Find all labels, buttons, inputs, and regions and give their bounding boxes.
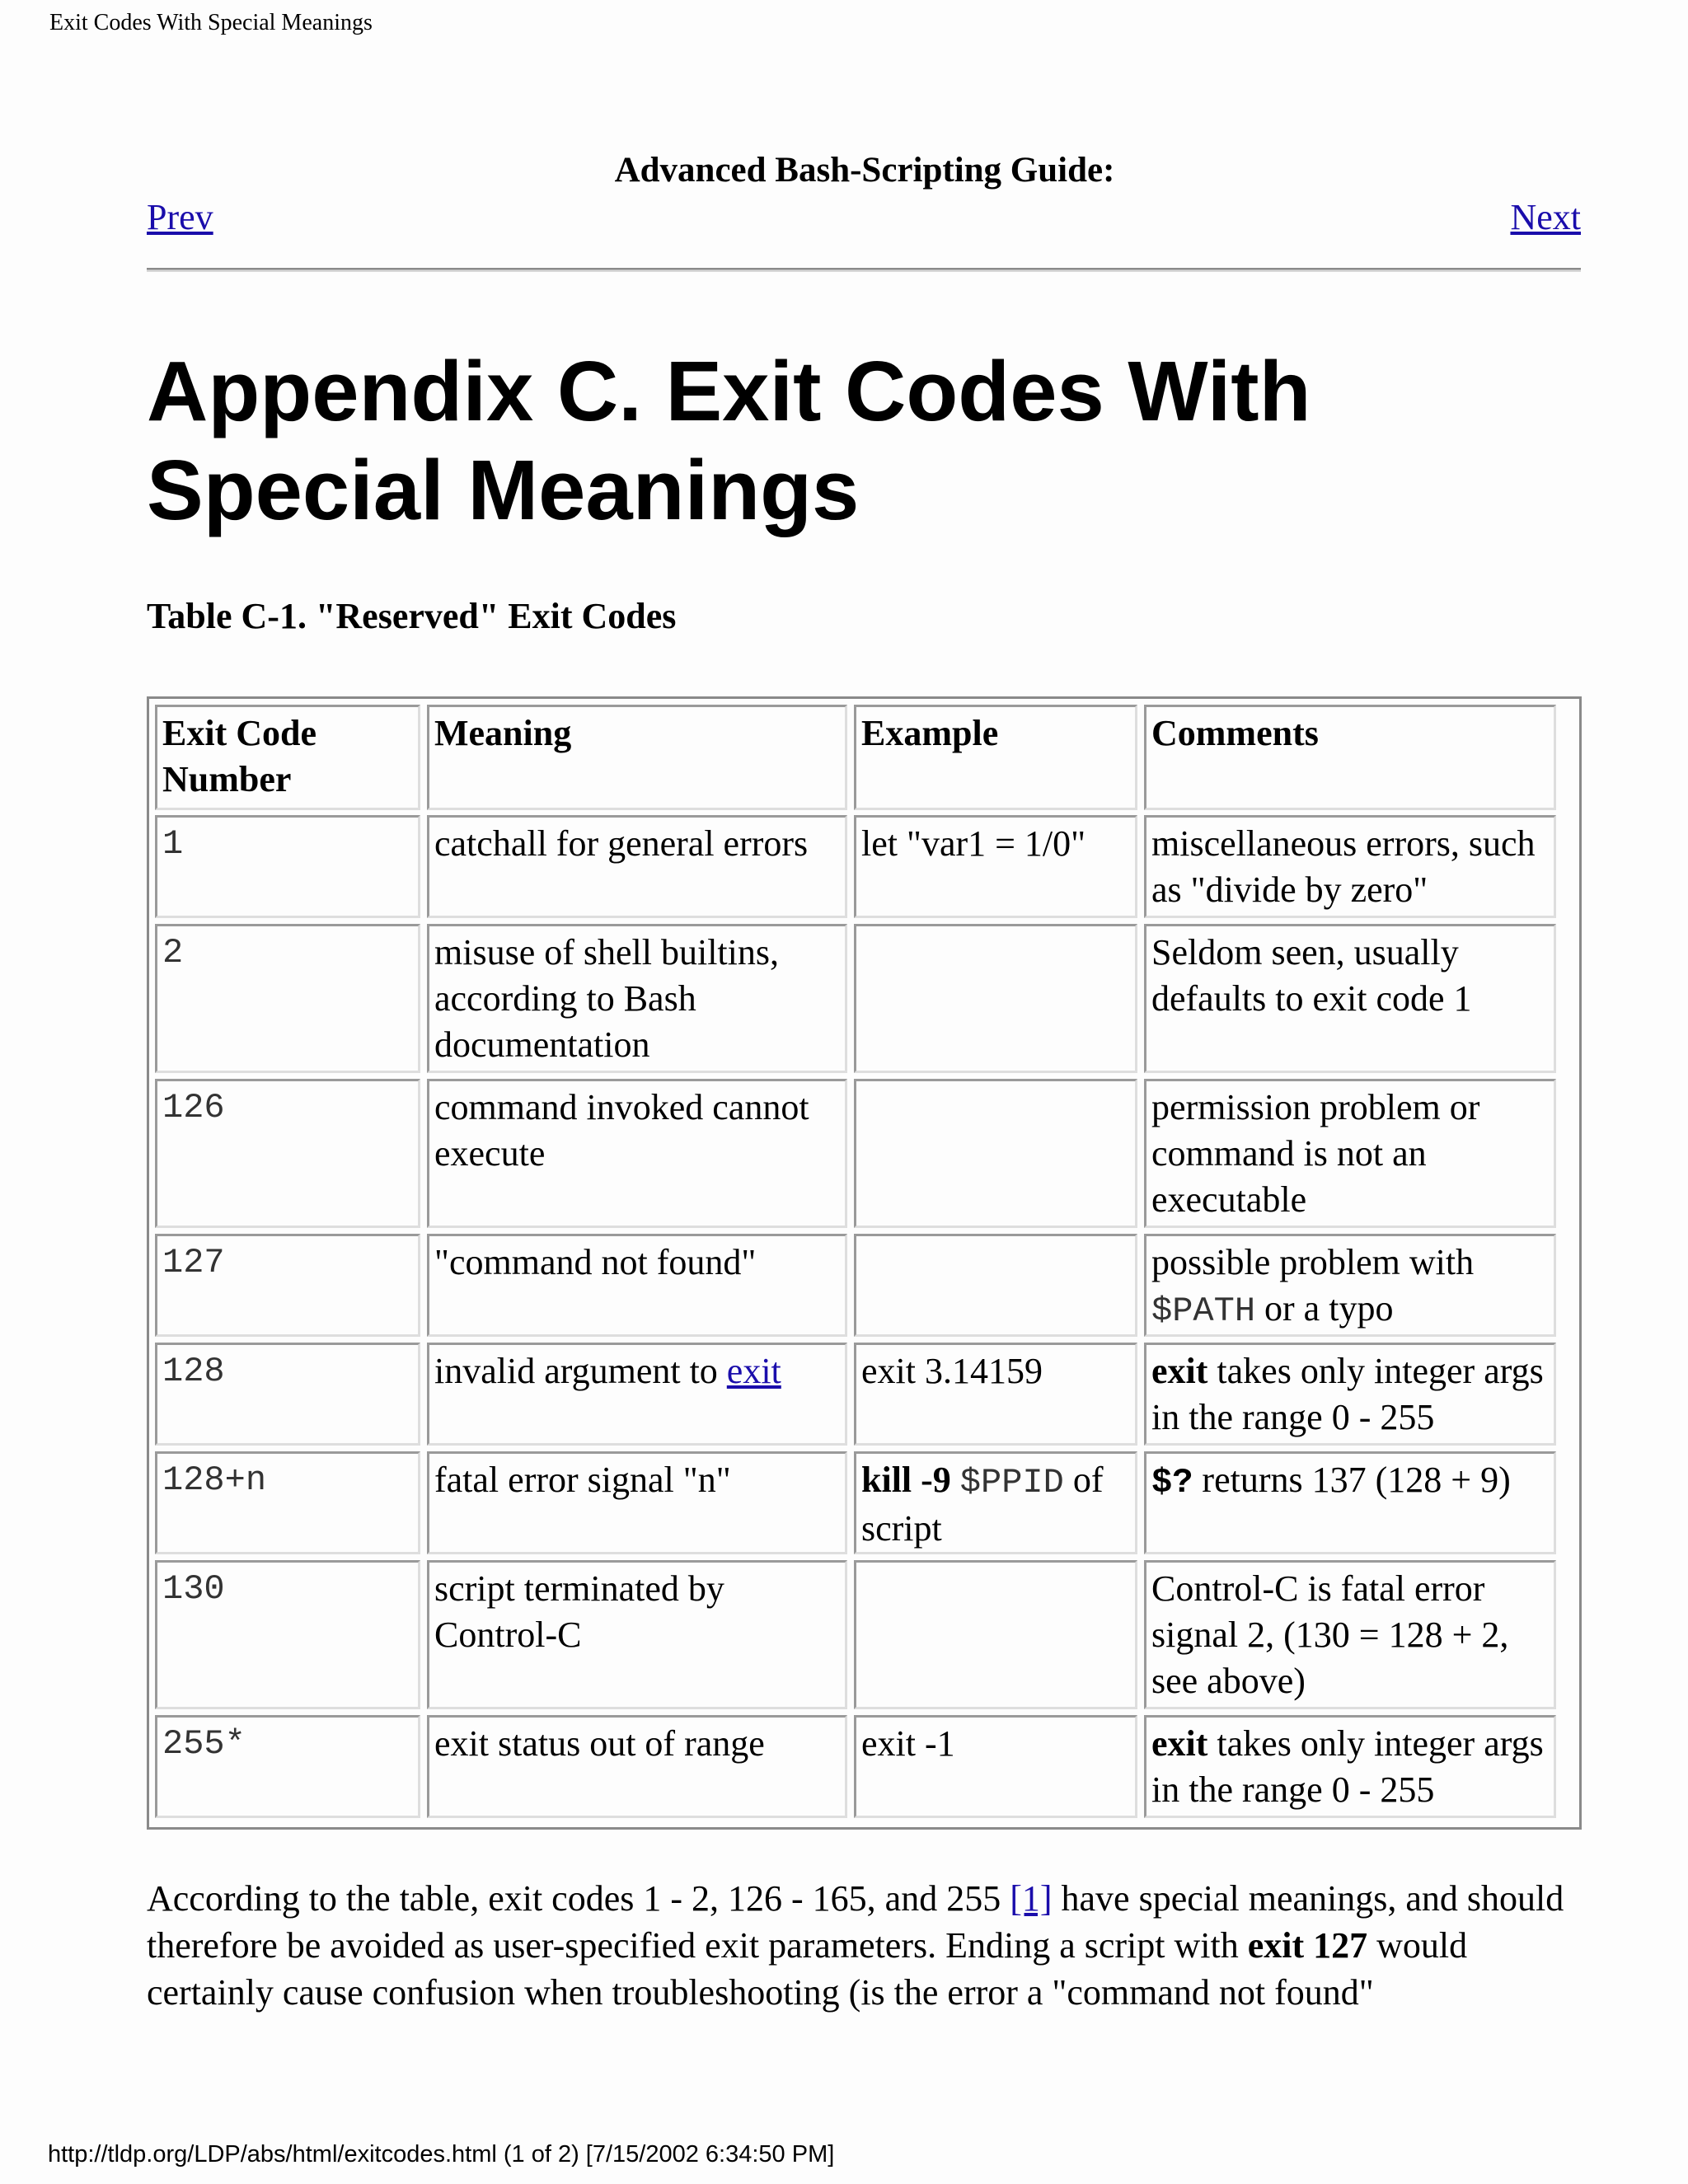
- row-4-comments: [1144, 1234, 1556, 1337]
- row-4-comments-tail: or a typo: [1255, 1288, 1394, 1329]
- paragraph-text-3: would certainly cause confusion when troubleshooting (is the error a "command not found": [147, 1925, 1468, 2013]
- row-6-comments: [1144, 1451, 1556, 1554]
- row-4-code: 127: [155, 1234, 420, 1337]
- row-1-meaning: catchall for general errors: [427, 815, 847, 918]
- path-variable: $PATH: [1151, 1291, 1256, 1331]
- row-4-comments-text: possible problem with: [1151, 1242, 1475, 1282]
- header-meaning: Meaning: [427, 705, 847, 810]
- row-6-example-bold: kill -9: [861, 1460, 951, 1500]
- row-8-comments-bold: exit: [1151, 1723, 1208, 1764]
- row-3-meaning: command invoked cannot execute: [427, 1079, 847, 1228]
- row-3-code: 126: [155, 1079, 420, 1228]
- exit-link[interactable]: exit: [726, 1351, 781, 1391]
- nav-title: Advanced Bash-Scripting Guide:: [614, 151, 1115, 190]
- page-title: Appendix C. Exit Codes With Special Meanings: [147, 344, 1311, 537]
- row-4-example: [854, 1234, 1137, 1337]
- footnote-link[interactable]: [1]: [1010, 1878, 1053, 1919]
- row-8-meaning: exit status out of range: [427, 1715, 847, 1818]
- row-5-example: exit 3.14159: [854, 1343, 1137, 1446]
- row-3-example: [854, 1079, 1137, 1228]
- header-comments: Comments: [1144, 705, 1556, 810]
- paragraph-text-1: According to the table, exit codes 1 - 2, 126 - 165, and 255: [147, 1878, 1010, 1919]
- row-2-example: [854, 924, 1137, 1073]
- row-7-example: [854, 1560, 1137, 1709]
- row-5-meaning-text: invalid argument to: [434, 1351, 727, 1391]
- row-7-code: 130: [155, 1560, 420, 1709]
- row-6-meaning: fatal error signal "n": [427, 1451, 847, 1554]
- ppid-variable: $PPID: [959, 1463, 1064, 1502]
- print-footer: http://tldp.org/LDP/abs/html/exitcodes.html (1 of 2) [7/15/2002 6:34:50 PM]: [48, 2141, 835, 2168]
- row-5-comments: [1144, 1343, 1556, 1446]
- row-1-code: 1: [155, 815, 420, 918]
- row-4-meaning: "command not found": [427, 1234, 847, 1337]
- paragraph-text-2: have special meanings, and should therefore be avoided as user-specified exit parameters. Ending a script with: [147, 1878, 1564, 1966]
- row-6-example-text: of script: [861, 1460, 1104, 1549]
- row-6-comments-text: returns 137 (128 + 9): [1193, 1460, 1511, 1500]
- row-8-code: 255*: [155, 1715, 420, 1818]
- row-2-comments: Seldom seen, usually defaults to exit code 1: [1144, 924, 1556, 1073]
- exit-codes-table: [147, 696, 1582, 1830]
- row-3-comments: permission problem or command is not an executable: [1144, 1079, 1556, 1228]
- exit-status-variable: $?: [1151, 1463, 1193, 1502]
- table-caption: Table C-1. "Reserved" Exit Codes: [147, 596, 677, 636]
- row-7-meaning: script terminated by Control-C: [427, 1560, 847, 1709]
- row-2-code: 2: [155, 924, 420, 1073]
- row-1-example: let "var1 = 1/0": [854, 815, 1137, 918]
- row-1-comments: miscellaneous errors, such as "divide by zero": [1144, 815, 1556, 918]
- row-5-comments-text: takes only integer args in the range 0 - 255: [1151, 1351, 1544, 1437]
- paragraph-bold-exit: exit 127: [1247, 1925, 1368, 1966]
- header-example: Example: [854, 705, 1137, 810]
- row-5-code: 128: [155, 1343, 420, 1446]
- next-link[interactable]: Next: [1510, 197, 1581, 237]
- row-7-comments: Control-C is fatal error signal 2, (130 = 128 + 2, see above): [1144, 1560, 1556, 1709]
- horizontal-rule: [147, 268, 1581, 272]
- prev-link[interactable]: Prev: [147, 197, 213, 237]
- body-paragraph: [147, 1875, 1581, 2016]
- row-8-comments-text: takes only integer args in the range 0 - 255: [1151, 1723, 1544, 1810]
- row-2-meaning: misuse of shell builtins, according to Bash documentation: [427, 924, 847, 1073]
- row-6-example: [854, 1451, 1137, 1554]
- row-5-meaning: [427, 1343, 847, 1446]
- header-exit-code-number: Exit Code Number: [155, 705, 420, 810]
- row-8-comments: [1144, 1715, 1556, 1818]
- print-header: Exit Codes With Special Meanings: [49, 10, 373, 35]
- row-8-example: exit -1: [854, 1715, 1137, 1818]
- row-6-code: 128+n: [155, 1451, 420, 1554]
- row-5-comments-bold: exit: [1151, 1351, 1208, 1391]
